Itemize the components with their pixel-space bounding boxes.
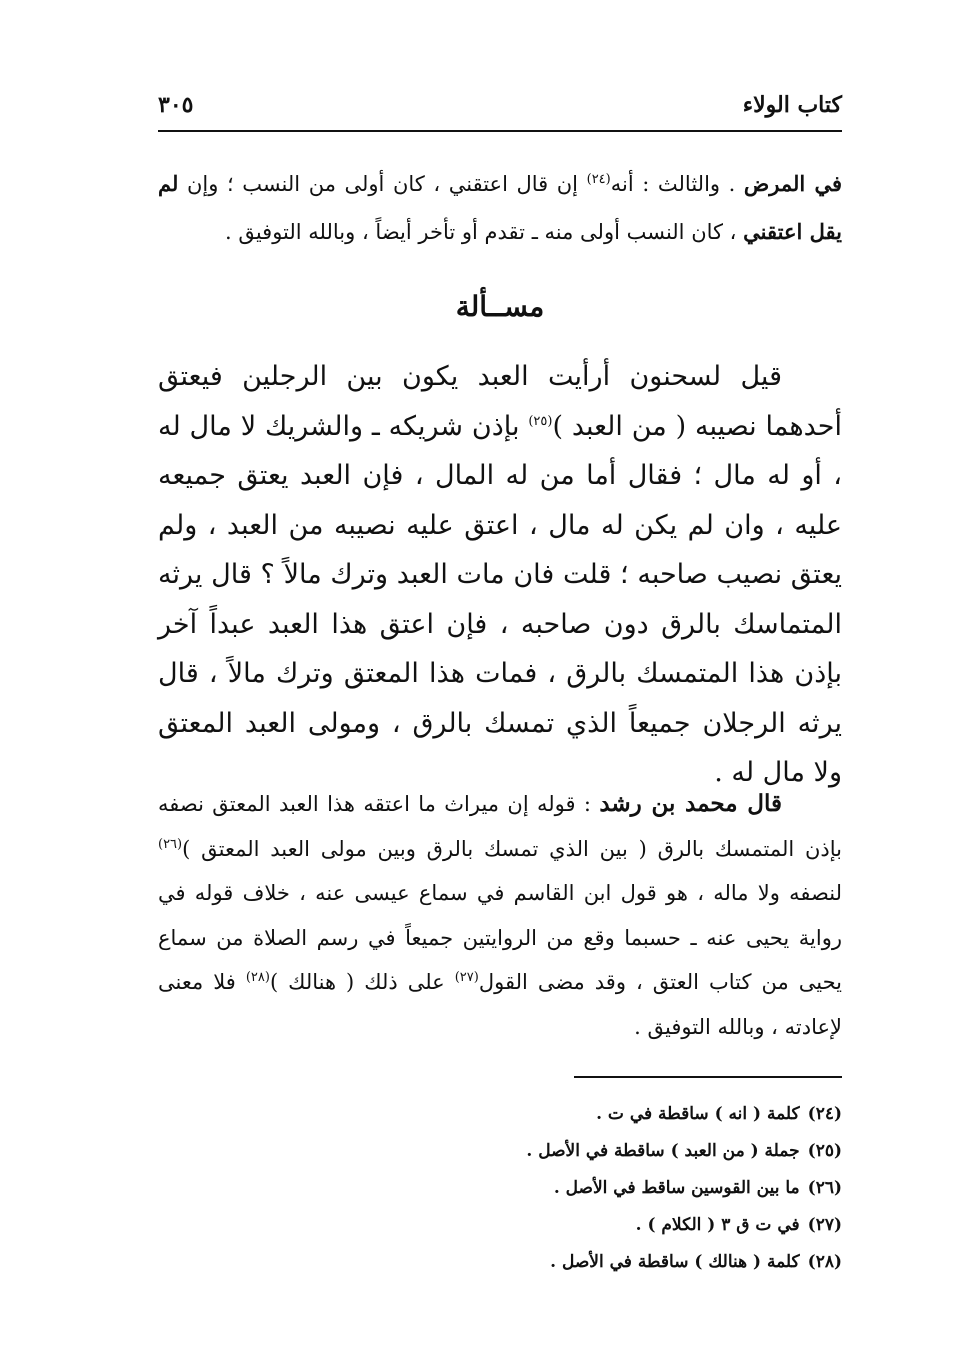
footnote-number: (٢٥): [807, 1141, 842, 1161]
footnote-text: ما بين القوسين ساقط في الأصل .: [553, 1178, 800, 1198]
footnote-number: (٢٧): [807, 1215, 842, 1235]
footnote-item: [342, 1244, 842, 1281]
footnote-text: في ت ق ٣ ( الكلام ) .: [635, 1215, 800, 1235]
footnote-item: [342, 1170, 842, 1207]
commentary-text-3: على ذلك ( هنالك ): [269, 970, 455, 994]
footnote-ref-28: (٢٨): [245, 970, 270, 985]
intro-text-2: إن قال اعتقني ، كان أولى من النسب ؛ وإن: [178, 172, 587, 196]
commentary-paragraph: [158, 782, 842, 1049]
footnote-item: [342, 1096, 842, 1133]
intro-text-1: . والثالث : أنه: [610, 172, 744, 196]
footnote-rule: [574, 1076, 842, 1078]
page-header: [158, 86, 842, 126]
footnote-ref-26: (٢٦): [158, 836, 183, 852]
commentary-text-2: لنصفه ولا ماله ، هو قول ابن القاسم في سماع عيسى عنه ، خلاف قوله في رواية يحيى عنه ـ حسبما وقع من الروايتين جميعاً في رسم الصلاة من سماع يحيى من كتاب العتق ، وقد مضى القول: [158, 881, 843, 994]
intro-lead: في المرض: [743, 171, 842, 196]
commentary-text-1: : قوله إن ميراث ما اعتقه هذا العبد المعتق نصفه بإذن المتمسك بالرق ( بين الذي تمسك بالرق وبين مولى العبد المعتق ): [158, 792, 842, 861]
page-number: ٣٠٥: [158, 92, 194, 118]
footnote-number: (٢٨): [807, 1252, 842, 1272]
commentary-text-4: فلا معنى لإعادته ، وبالله التوفيق .: [158, 970, 842, 1039]
header-rule: [158, 130, 842, 132]
footnote-text: جملة ( من العبد ) ساقطة في الأصل .: [526, 1141, 800, 1161]
footnote-text: كلمة ( انه ) ساقطة في ت .: [596, 1104, 800, 1124]
footnote-item: [342, 1207, 842, 1244]
footnote-ref-25: (٢٥): [528, 413, 553, 429]
footnote-text: كلمة ( هنالك ) ساقطة في الأصل .: [550, 1252, 800, 1272]
footnotes-list: [342, 1096, 842, 1281]
footnote-ref-27: (٢٧): [454, 970, 479, 985]
question-text-2: بإذن شريكه ـ والشريك لا مال له ، أو له مال ؛ فقال أما من له المال ، فإن العبد يعتق جميعه عليه ، وان لم يكن له مال ، اعتق عليه نصيبه من العبد ، ولم يعتق نصيب صاحبه ؛ قلت فان مات العبد وترك مالاً ؟ قال يرثه المتماسك بالرق دون صاحبه ، فإن اعتق هذا العبد عبداً آخر بإذن هذا المتمسك بالرق ، فمات هذا المعتق وترك مالاً ، قال يرثه الرجلان جميعاً الذي تمسك بالرق ، ومولى العبد المعتق ولا مال له .: [158, 410, 842, 788]
intro-text-3: ، كان النسب أولى منه ـ تقدم أو تأخر أيضاً ، وبالله التوفيق .: [224, 220, 744, 244]
section-heading: مســألة: [455, 290, 545, 323]
intro-bold-phrase: لم يقل اعتقني: [158, 171, 842, 244]
running-title: كتاب الولاء: [742, 92, 842, 118]
intro-paragraph: [158, 160, 842, 256]
commentary-speaker: قال محمد بن رشد: [599, 790, 782, 817]
footnote-ref-24: (٢٤): [586, 172, 611, 187]
question-paragraph: [158, 352, 842, 798]
footnote-item: [342, 1133, 842, 1170]
question-text-1: قيل لسحنون أرأيت العبد يكون بين الرجلين فيعتق أحدهما نصيبه ( من العبد ): [158, 361, 842, 442]
footnote-number: (٢٦): [807, 1178, 842, 1198]
footnote-number: (٢٤): [807, 1104, 842, 1124]
